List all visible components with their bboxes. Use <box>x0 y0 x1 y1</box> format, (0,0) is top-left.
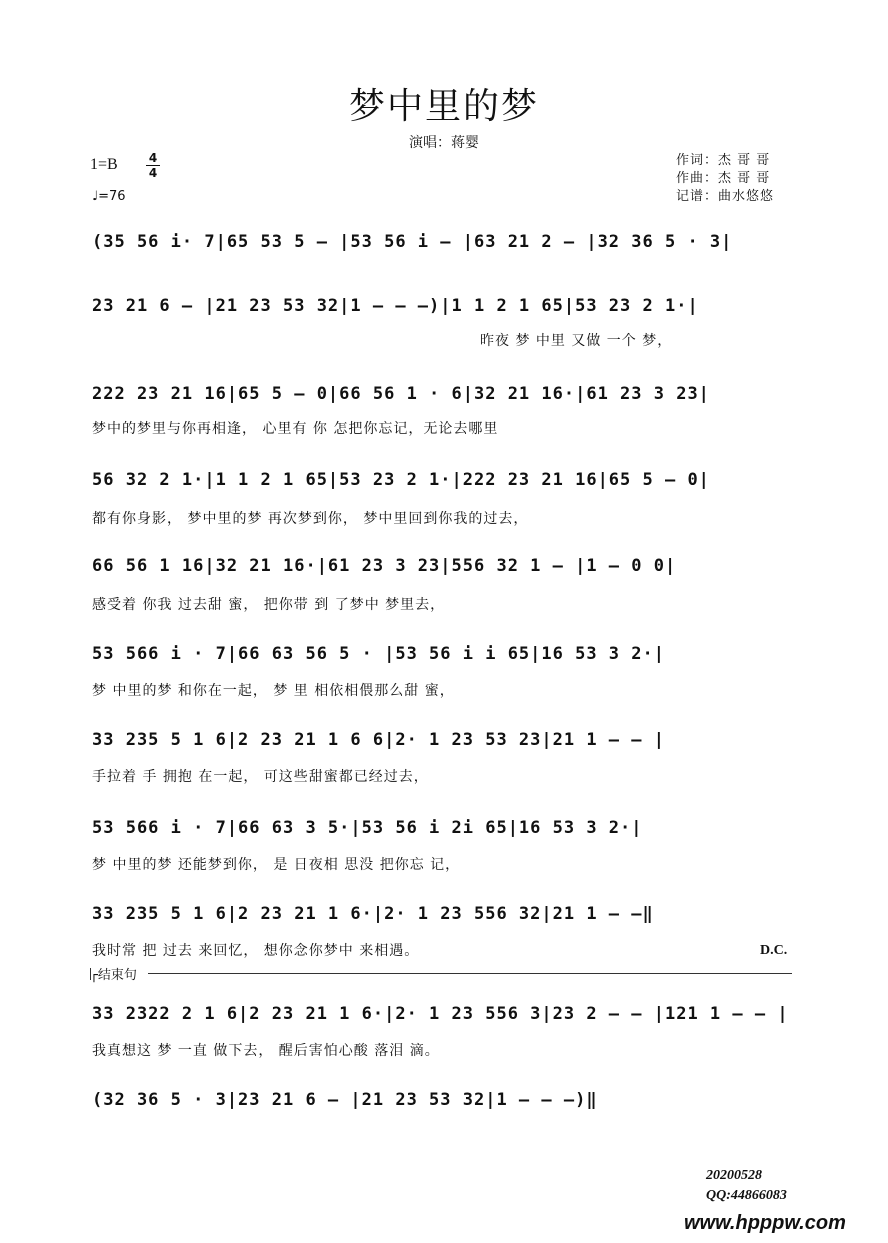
song-title: 梦中里的梦 <box>348 86 539 127</box>
lyric-row-3: 梦中的梦里与你再相逢， 心里有 你 怎把你忘记，无论去哪里 <box>92 421 499 437</box>
site-watermark[interactable]: www.hpppw.com <box>684 1212 846 1234</box>
notation-row-1: (35 56 i· 7|65 53 5 – |53 56 i – |63 21 2 – |32 36 5 · 3| <box>92 232 733 252</box>
notation-row-10: 33 2322 2 1 6|2 23 21 1 6·|2· 1 23 556 3|23 2 – – |121 1 – – | <box>92 1004 789 1024</box>
notation-row-7: 33 235 5 1 6|2 23 21 1 6 6|2· 1 23 53 23|21 1 – – | <box>92 730 665 750</box>
lyric-row-7: 手拉着 手 拥抱 在一起， 可这些甜蜜都已经过去， <box>92 769 429 785</box>
ending-bracket-line <box>148 973 792 974</box>
ending-label: ┌结束句 <box>90 968 137 983</box>
lyric-row-2: 昨夜 梦 中里 又做 一个 梦， <box>480 333 673 349</box>
notation-row-8: 53 566 i · 7|66 63 3 5·|53 56 i 2i 65|16 53 3 2·| <box>92 818 643 838</box>
notation-row-2: 23 21 6 – |21 23 53 32|1 – – –)|1 1 2 1 65|53 23 2 1·| <box>92 296 699 316</box>
time-signature <box>146 152 160 179</box>
notation-row-5: 66 56 1 16|32 21 16·|61 23 3 23|556 32 1 – |1 – 0 0| <box>92 556 677 576</box>
composer-credit: 作曲：杰 哥 哥 <box>676 171 771 186</box>
notation-row-3: 222 23 21 16|65 5 – 0|66 56 1 · 6|32 21 16·|61 23 3 23| <box>92 384 710 404</box>
time-signature-top: 4 <box>148 151 158 165</box>
qq-contact: QQ:44866083 <box>706 1188 787 1203</box>
time-signature-bottom: 4 <box>148 166 158 180</box>
lyric-row-4: 都有你身影， 梦中里的梦 再次梦到你， 梦中里回到你我的过去， <box>92 511 529 527</box>
date-stamp: 20200528 <box>706 1168 762 1183</box>
lyricist-credit: 作词：杰 哥 哥 <box>676 153 771 168</box>
notation-row-9: 33 235 5 1 6|2 23 21 1 6·|2· 1 23 556 32|21 1 – –‖ <box>92 904 654 924</box>
lyric-row-8: 梦 中里的梦 还能梦到你， 是 日夜相 思没 把你忘 记， <box>92 857 461 873</box>
lyric-row-5: 感受着 你我 过去甜 蜜， 把你带 到 了梦中 梦里去， <box>92 597 446 613</box>
tempo-mark: ♩=76 <box>92 189 126 204</box>
notation-row-4: 56 32 2 1·|1 1 2 1 65|53 23 2 1·|222 23 21 16|65 5 – 0| <box>92 470 710 490</box>
transcriber-credit: 记谱：曲水悠悠 <box>676 189 775 204</box>
notation-row-6: 53 566 i · 7|66 63 56 5 · |53 56 i i 65|16 53 3 2·| <box>92 644 665 664</box>
key-signature: 1=B <box>90 156 118 173</box>
singer-credit: 演唱：蒋婴 <box>409 135 479 151</box>
dc-repeat-mark: D.C. <box>760 943 788 958</box>
lyric-row-6: 梦 中里的梦 和你在一起， 梦 里 相依相偎那么甜 蜜， <box>92 683 455 699</box>
credits-block <box>676 152 774 206</box>
notation-row-11: (32 36 5 · 3|23 21 6 – |21 23 53 32|1 – – –)‖ <box>92 1090 598 1110</box>
lyric-row-9: 我时常 把 过去 来回忆， 想你念你梦中 来相遇。 <box>92 943 420 959</box>
lyric-row-10: 我真想这 梦 一直 做下去， 醒后害怕心酸 落泪 滴。 <box>92 1043 440 1059</box>
